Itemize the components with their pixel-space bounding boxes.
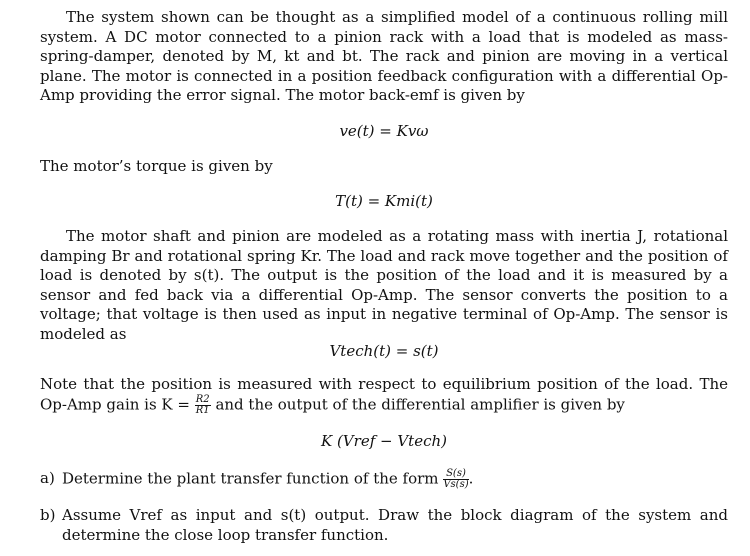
question-b [40, 506, 728, 545]
question-a-label: a) [40, 469, 55, 487]
opamp-text-start: Note that the position is measured with respect to equilibrium position of the load. The Op-Amp gain is K = [40, 375, 728, 414]
amplifier-output-equation: K (Vref − Vtech) [320, 432, 447, 450]
intro-paragraph: The system shown can be thought as a simplified model of a continuous rolling mill system. A DC motor connected to a pinion rack with a load that is modeled as mass-spring-damper, denoted by M, kt and bt. The rack and pinion are moving in a vertical plane. The motor is connected in a position feedback configuration with a differential Op-Amp providing the error signal. The motor back-emf is given by [40, 8, 728, 105]
back-emf-equation: ve(t) = Kvω [339, 122, 429, 140]
gain-denominator: R1 [195, 404, 210, 416]
mechanics-paragraph: The motor shaft and pinion are modeled as a rotating mass with inertia J, rotational damping Br and rotational spring Kr. The load and rack move together and the position of load is denoted by s(t). The output is the position of the load and it is measured by a sensor and fed back via a differential Op-Amp. The sensor converts the position to a voltage; that voltage is then used as input in negative terminal of Op-Amp. The sensor is modeled as [40, 227, 728, 343]
torque-intro: The motor’s torque is given by [40, 157, 273, 175]
plant-denominator: Vs(s) [443, 479, 469, 490]
plant-numerator: S(s) [443, 469, 468, 480]
gain-fraction [195, 395, 211, 416]
question-b-label: b) [40, 506, 56, 524]
opamp-text-end: and the output of the differential amplifier is given by [215, 395, 625, 414]
sensor-equation: Vtech(t) = s(t) [329, 342, 439, 360]
opamp-paragraph [40, 375, 728, 416]
question-a-text: Determine the plant transfer function of the form [62, 469, 439, 488]
question-b-text: Assume Vref as input and s(t) output. Draw the block diagram of the system and determine the close loop transfer function. [62, 506, 728, 544]
torque-equation: T(t) = Kmi(t) [335, 192, 433, 210]
gain-numerator: R2 [195, 393, 210, 405]
plant-transfer-fraction [443, 469, 468, 490]
question-a: a) Determine the plant transfer function of the form $\frac{S(s)}{Vs(s)}$ . [40, 468, 474, 490]
